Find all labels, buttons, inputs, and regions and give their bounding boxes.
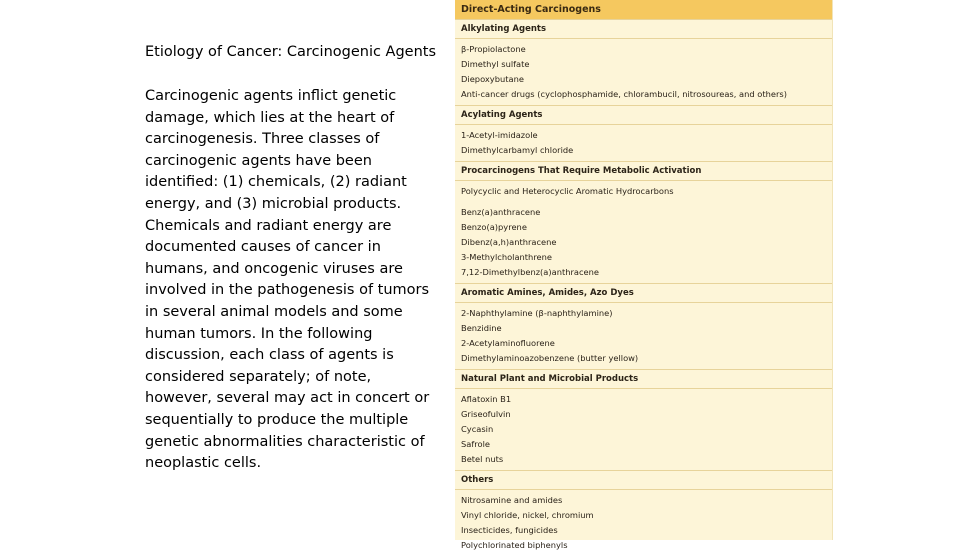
table-item: Safrole xyxy=(461,439,490,449)
table-item: Aflatoxin B1 xyxy=(461,394,512,404)
table-item: Polycyclic and Heterocyclic Aromatic Hydrocarbons xyxy=(461,186,674,196)
text-column xyxy=(145,42,437,475)
table-section-items xyxy=(455,181,832,202)
table-section-heading: Aromatic Amines, Amides, Azo Dyes xyxy=(455,283,832,303)
table-item: Vinyl chloride, nickel, chromium xyxy=(461,510,594,520)
table-item: Benzidine xyxy=(461,323,502,333)
table-item: 3-Methylcholanthrene xyxy=(461,252,553,262)
table-section-items xyxy=(455,303,832,369)
table-section-heading: Procarcinogens That Require Metabolic Activation xyxy=(455,161,832,181)
table-item: Dimethylcarbamyl chloride xyxy=(461,145,574,155)
table-section-heading: Alkylating Agents xyxy=(455,19,832,39)
slide-title: Etiology of Cancer: Carcinogenic Agents xyxy=(145,44,437,60)
table-item: β-Propiolactone xyxy=(461,44,526,54)
table-body xyxy=(455,19,832,556)
slide-body: Carcinogenic agents inflict genetic damage, which lies at the heart of carcinogenesis. Three classes of carcinogenic agents have been identified: (1) chemicals, (2) radiant energy, and (3) microbial products. Chemicals and radiant energy are documented causes of cancer in humans, and oncogenic viruses are involved in the pathogenesis of tumors in several animal models and some human tumors. In the following discussion, each class of agents is considered separately; of note, however, several may act in concert or sequentially to produce the multiple genetic abnormalities characteristic of neoplastic cells. xyxy=(145,88,430,472)
table-item: Dimethyl sulfate xyxy=(461,59,530,69)
table-item: Anti-cancer drugs (cyclophosphamide, chlorambucil, nitrosoureas, and others) xyxy=(461,89,787,99)
table-item: 1-Acetyl-imidazole xyxy=(461,130,538,140)
table-item: Benzo(a)pyrene xyxy=(461,222,527,232)
table-item: Dibenz(a,h)anthracene xyxy=(461,237,557,247)
table-item: Benz(a)anthracene xyxy=(461,207,541,217)
table-section-heading: Others xyxy=(455,470,832,490)
table-item: Cycasin xyxy=(461,424,494,434)
table-section-items xyxy=(455,39,832,105)
table-item: 2-Acetylaminofluorene xyxy=(461,338,555,348)
table-section-items xyxy=(455,490,832,556)
carcinogens-table xyxy=(455,0,833,550)
table-section-items xyxy=(455,389,832,470)
table-item: Diepoxybutane xyxy=(461,74,524,84)
table-section-heading: Acylating Agents xyxy=(455,105,832,125)
table-item: Nitrosamine and amides xyxy=(461,495,563,505)
table-item: 2-Naphthylamine (β-naphthylamine) xyxy=(461,308,613,318)
table-item: Insecticides, fungicides xyxy=(461,525,558,535)
table-item: 7,12-Dimethylbenz(a)anthracene xyxy=(461,267,599,277)
table-item: Griseofulvin xyxy=(461,409,511,419)
table-header: Direct-Acting Carcinogens xyxy=(455,0,832,19)
table-section-heading: Natural Plant and Microbial Products xyxy=(455,369,832,389)
table-section-items xyxy=(455,202,832,283)
table-item: Polychlorinated biphenyls xyxy=(461,540,568,550)
table-section-items xyxy=(455,125,832,161)
table-item: Dimethylaminoazobenzene (butter yellow) xyxy=(461,353,639,363)
table-item: Betel nuts xyxy=(461,454,504,464)
